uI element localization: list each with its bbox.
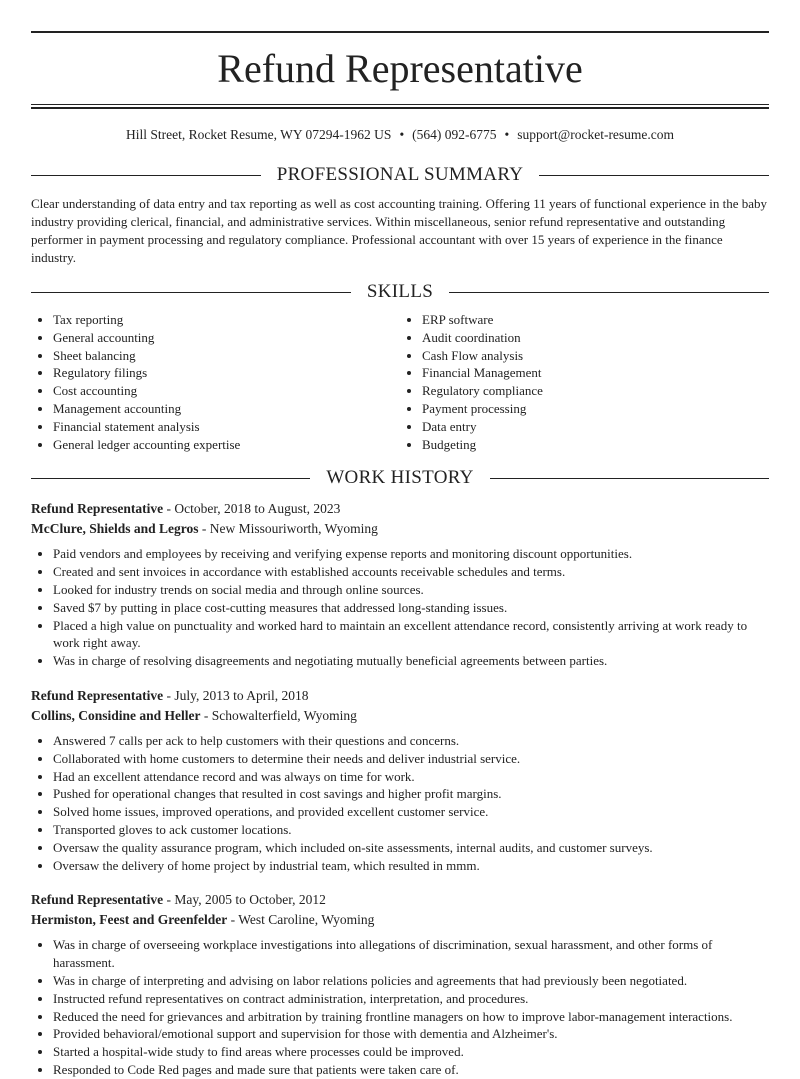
job-bullet: • Reduced the need for grievances and arbitration by training frontline managers on how to improve labor-management interactions. — [53, 1008, 769, 1026]
job-bullet: • Transported gloves to ack customer locations. — [53, 821, 769, 839]
contact-address: Hill Street, Rocket Resume, WY 07294-1962 US — [125, 127, 392, 142]
job-entry — [31, 686, 769, 874]
job-company: Collins, Considine and Heller — [31, 707, 201, 723]
skill-item: • Financial Management — [422, 364, 769, 382]
job-bullet: • Pushed for operational changes that resulted in cost savings and higher profit margins. — [53, 785, 769, 803]
job-title-line — [31, 890, 769, 910]
skill-item: • ERP software — [422, 311, 769, 329]
section-heading-work — [31, 467, 769, 489]
resume-title: Refund Representative — [217, 46, 583, 91]
job-entry — [31, 890, 769, 1078]
skill-item: • Cost accounting — [53, 382, 400, 400]
job-bullet: • Looked for industry trends on social media and through online sources. — [53, 581, 769, 599]
separator: • — [504, 127, 510, 142]
job-bullet: • Collaborated with home customers to determine their needs and deliver industrial service. — [53, 750, 769, 768]
job-bullet: • Provided behavioral/emotional support and supervision for those with dementia and Alzheimer's. — [53, 1025, 769, 1043]
section-heading-summary — [31, 164, 769, 186]
skill-item: • Sheet balancing — [53, 347, 400, 365]
job-bullet: • Created and sent invoices in accordance with established accounts receivable schedules and terms. — [53, 563, 769, 581]
job-role: Refund Representative — [31, 892, 164, 908]
job-role: Refund Representative — [31, 687, 164, 703]
contact-email: support@rocket-resume.com — [517, 127, 675, 142]
job-bullet: • Instructed refund representatives on contract administration, interpretation, and procedures. — [53, 990, 769, 1008]
job-company-line — [31, 519, 769, 539]
job-bullet: • Was in charge of overseeing workplace investigations into allegations of discrimination, sexual harassment, and other forms of harassment. — [53, 936, 769, 972]
job-bullet: • Had an excellent attendance record and was always on time for work. — [53, 768, 769, 786]
skill-item: • Data entry — [422, 418, 769, 436]
job-location: - West Caroline, Wyoming — [227, 912, 375, 928]
double-rule — [31, 104, 769, 109]
skill-item: • Cash Flow analysis — [422, 347, 769, 365]
skill-item: • Financial statement analysis — [53, 418, 400, 436]
job-bullet: • Started a hospital-wide study to find areas where processes could be improved. — [53, 1043, 769, 1061]
skill-item: • Payment processing — [422, 400, 769, 418]
job-title-line — [31, 499, 769, 519]
separator: • — [399, 127, 405, 142]
job-dates: - May, 2005 to October, 2012 — [163, 892, 326, 908]
summary-text: Clear understanding of data entry and tax reporting as well as cost accounting training. Offering 11 years of functional experience in the baby industry providing clerical, financial, and administrative services. Within miscellaneous, senior refund representative and outstanding performer in payment processing and regulatory compliance. Professional accountant with over 15 years of experience in the finance industry. — [31, 196, 768, 265]
job-bullet: • Answered 7 calls per ack to help customers with their questions and concerns. — [53, 732, 769, 750]
resume-page — [0, 31, 800, 1079]
job-bullet: • Placed a high value on punctuality and worked hard to maintain an excellent attendance record, consistently arriving at work ready to work right away. — [53, 617, 769, 653]
job-company: Hermiston, Feest and Greenfelder — [31, 912, 228, 928]
skills-list — [31, 311, 769, 453]
job-bullet: • Oversaw the delivery of home project by industrial team, which resulted in mmm. — [53, 857, 769, 875]
job-bullet: • Solved home issues, improved operations, and provided excellent customer service. — [53, 803, 769, 821]
skill-item: • Management accounting — [53, 400, 400, 418]
job-bullets — [31, 545, 769, 670]
job-bullet: • Oversaw the quality assurance program, which included on-site assessments, internal audits, and customer surveys. — [53, 839, 769, 857]
job-bullets — [31, 732, 769, 874]
job-company-line — [31, 706, 769, 726]
skill-item: • General accounting — [53, 329, 400, 347]
job-bullet: • Was in charge of resolving disagreements and negotiating mutually beneficial agreements between parties. — [53, 652, 769, 670]
job-dates: - October, 2018 to August, 2023 — [163, 501, 341, 517]
job-dates: - July, 2013 to April, 2018 — [163, 687, 309, 703]
job-company-line — [31, 910, 769, 930]
skill-item: • Regulatory filings — [53, 364, 400, 382]
job-location: - New Missouriworth, Wyoming — [198, 521, 378, 537]
job-role: Refund Representative — [31, 501, 164, 517]
contact-phone: (564) 092-6775 — [412, 127, 497, 142]
skills-column-right — [400, 311, 769, 453]
skill-item: • Budgeting — [422, 436, 769, 454]
job-entry — [31, 499, 769, 670]
skill-item: • Regulatory compliance — [422, 382, 769, 400]
job-bullet: • Was in charge of interpreting and advising on labor relations policies and agreements that had previously been negotiated. — [53, 972, 769, 990]
skill-item: • General ledger accounting expertise — [53, 436, 400, 454]
section-title: SKILLS — [366, 281, 434, 302]
top-rule — [31, 31, 769, 33]
contact-line — [31, 126, 769, 144]
job-location: - Schowalterfield, Wyoming — [200, 707, 357, 723]
skills-column-left — [31, 311, 400, 453]
skill-item: • Audit coordination — [422, 329, 769, 347]
section-title: WORK HISTORY — [326, 467, 474, 489]
section-heading-skills — [31, 281, 769, 303]
section-title: PROFESSIONAL SUMMARY — [276, 164, 524, 185]
skill-item: • Tax reporting — [53, 311, 400, 329]
job-bullet: • Saved $7 by putting in place cost-cutting measures that addressed long-standing issues. — [53, 599, 769, 617]
work-history — [31, 499, 769, 1078]
job-company: McClure, Shields and Legros — [31, 521, 199, 537]
job-bullet: • Responded to Code Red pages and made sure that patients were taken care of. — [53, 1061, 769, 1079]
job-bullet: • Paid vendors and employees by receiving and verifying expense reports and monitoring discount opportunities. — [53, 545, 769, 563]
job-title-line — [31, 686, 769, 706]
job-bullets — [31, 936, 769, 1078]
